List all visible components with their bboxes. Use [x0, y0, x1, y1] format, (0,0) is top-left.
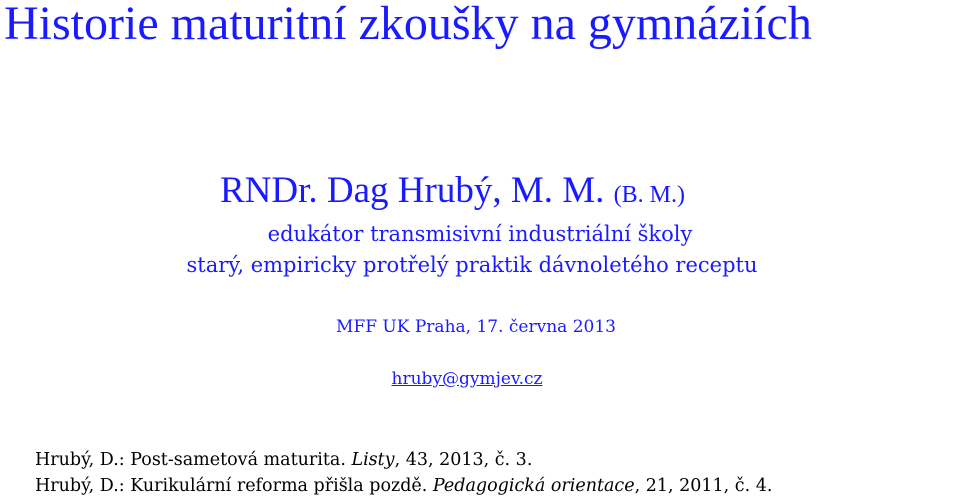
author-subtitle-line-2: starý, empiricky protřelý praktik dávnoletého receptu: [186, 253, 758, 277]
slide-title: Historie maturitní zkoušky na gymnáziích: [4, 0, 812, 50]
reference-2-suffix: , 21, 2011, č. 4.: [634, 476, 773, 496]
reference-1: [35, 452, 532, 470]
email-line: [0, 369, 947, 389]
reference-2-journal: Pedagogická orientace: [432, 476, 635, 496]
author-degree: (B. M.): [613, 182, 685, 208]
author-subtitle-line-1: edukátor transmisivní industriální školy: [267, 222, 693, 246]
reference-2: [35, 478, 772, 496]
reference-1-prefix: Hrubý, D.: Post-sametová maturita.: [35, 450, 352, 470]
reference-1-suffix: , 43, 2013, č. 3.: [394, 450, 533, 470]
place-and-date: MFF UK Praha, 17. června 2013: [336, 317, 616, 337]
reference-2-prefix: Hrubý, D.: Kurikulární reforma přišla pozdě.: [35, 476, 433, 496]
email-link[interactable]: hruby@gymjev.cz: [391, 369, 543, 389]
author-name: [220, 172, 685, 209]
author-name-text: RNDr. Dag Hrubý, M. M.: [220, 170, 614, 211]
reference-1-journal: Listy: [351, 450, 395, 470]
